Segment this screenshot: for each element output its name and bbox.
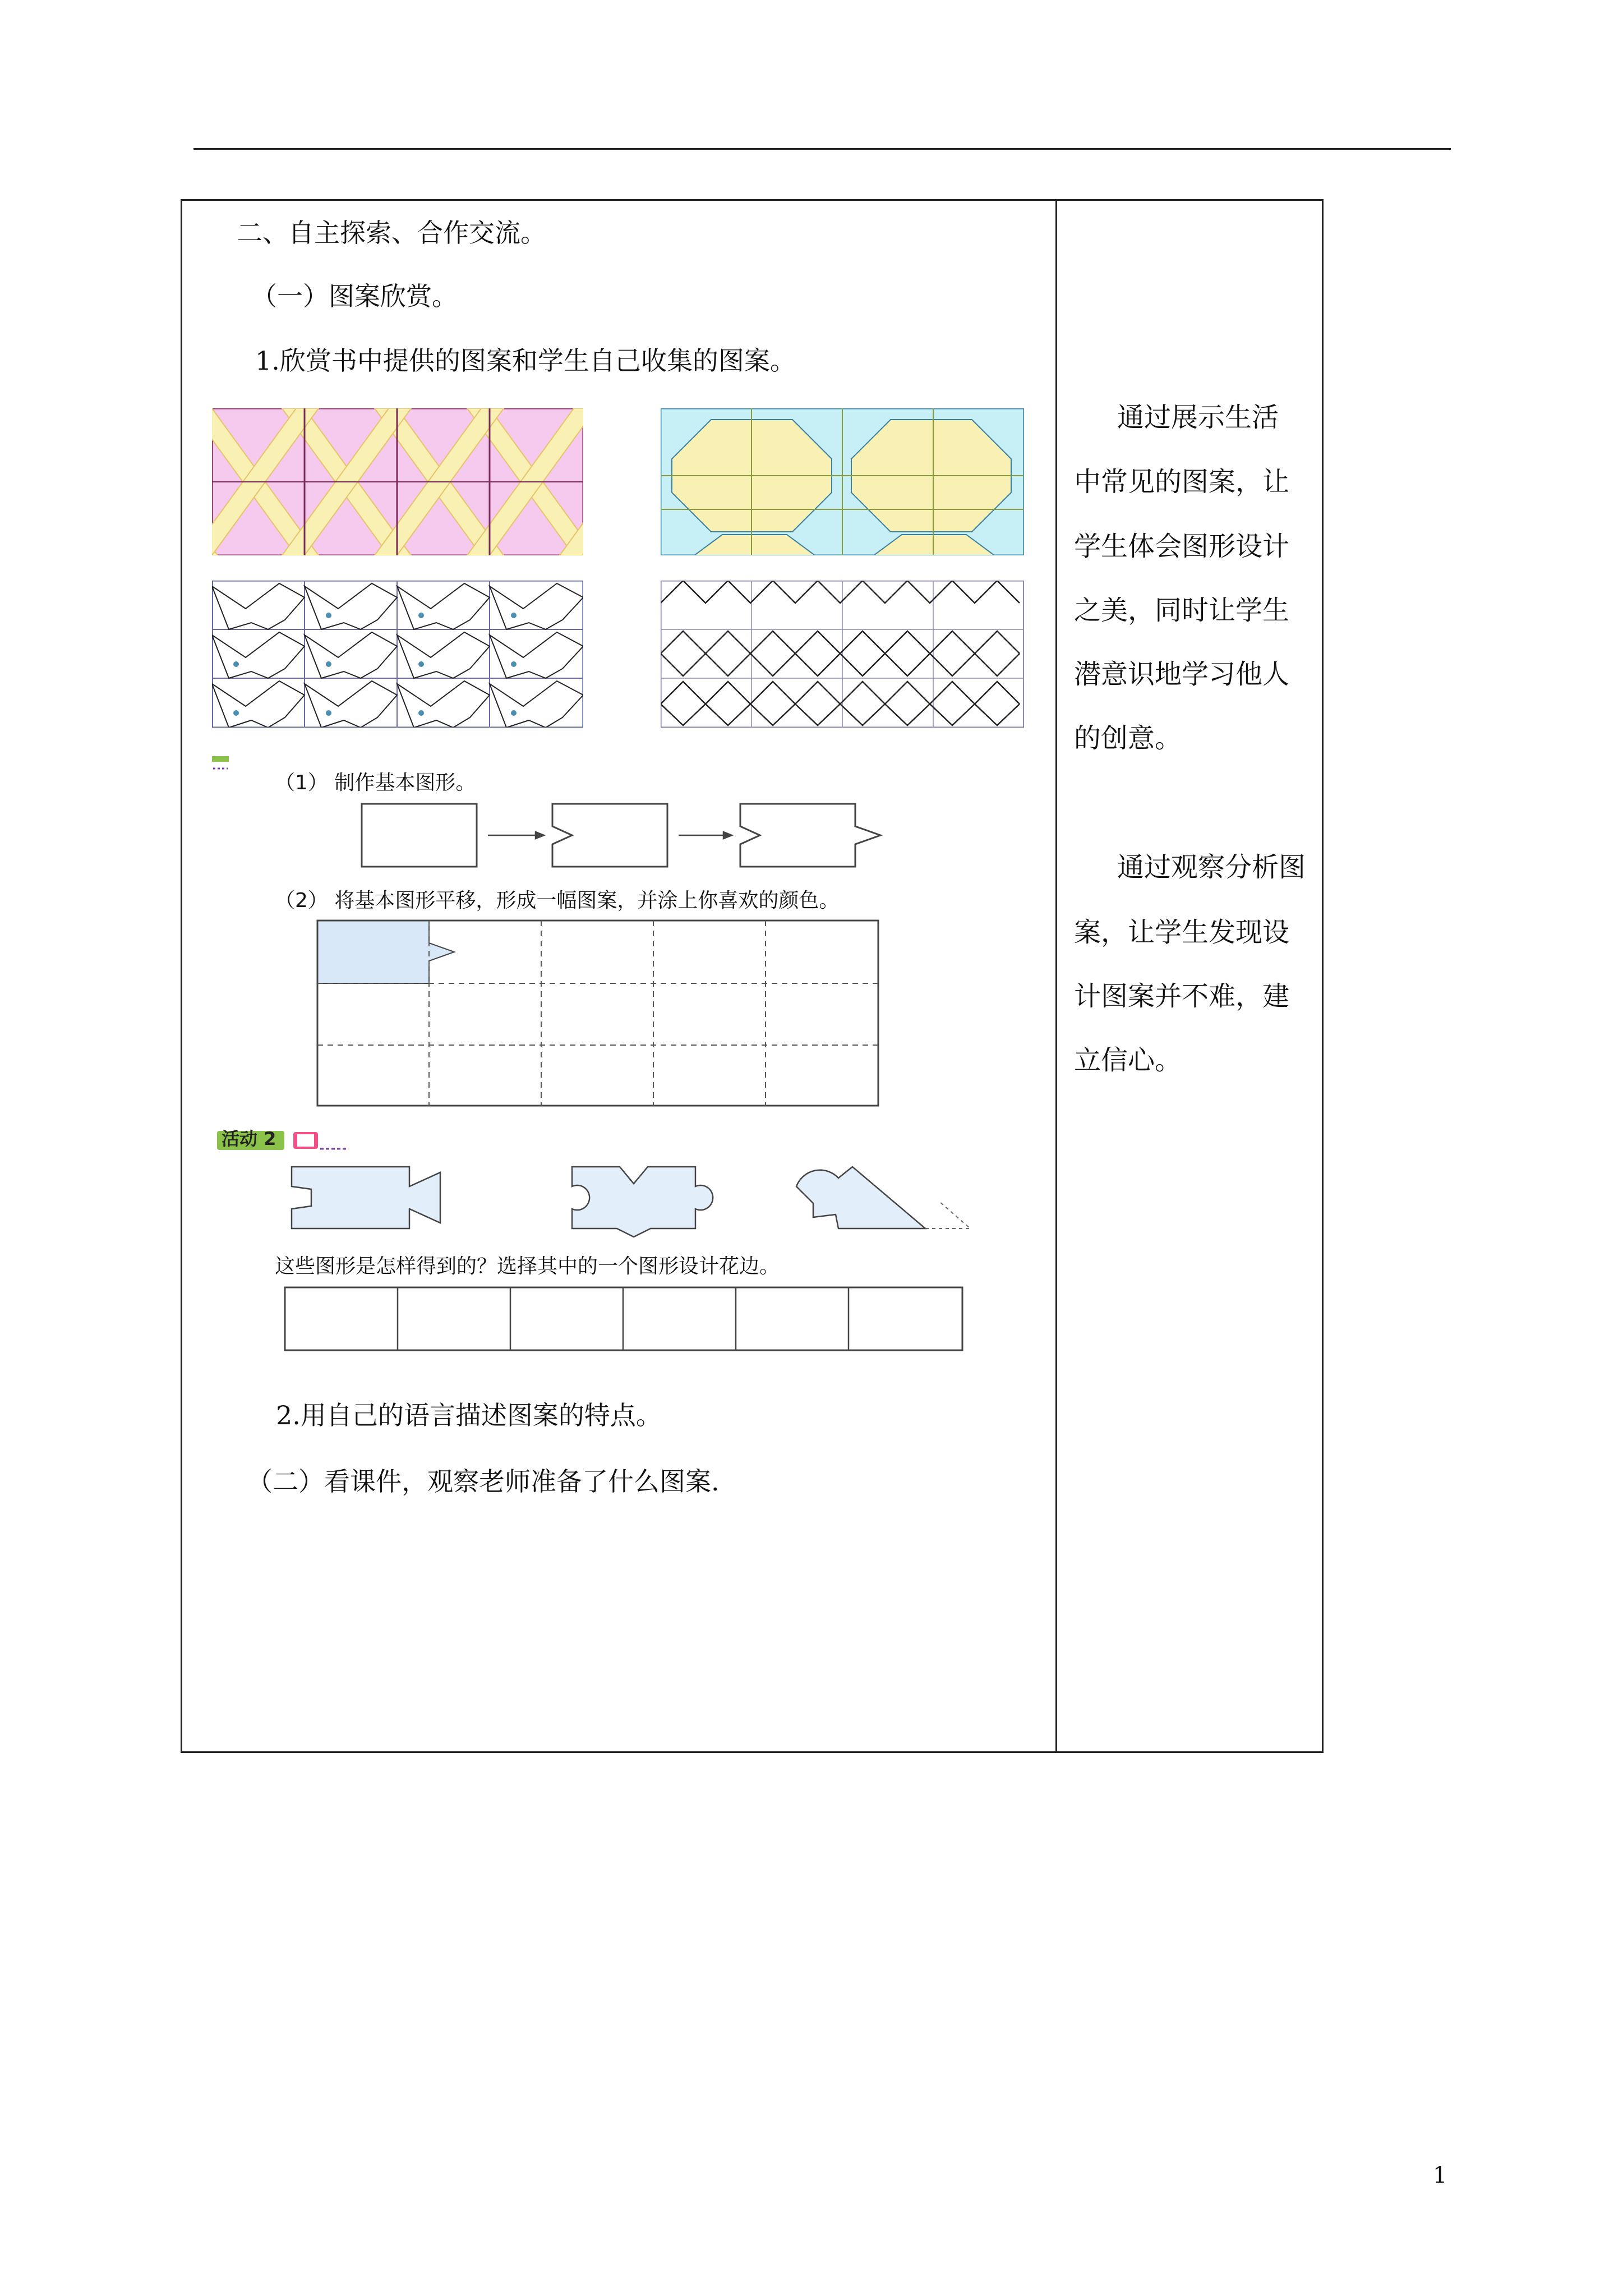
subsection-courseware: （二）看课件，观察老师准备了什么图案. [247, 1466, 720, 1497]
note-1-line-6: 的创意。 [1074, 723, 1182, 754]
activity-2-label: 活动 2 [222, 1128, 276, 1149]
note-2-line-1: 通过观察分析图 [1117, 852, 1306, 883]
note-1-line-5: 潜意识地学习他人 [1074, 659, 1290, 690]
item-1-text: 1.欣赏书中提供的图案和学生自己收集的图案。 [255, 346, 796, 376]
pattern-star-lattice [661, 581, 1024, 728]
border-design-grid [283, 1286, 965, 1353]
note-2-line-4: 立信心。 [1074, 1045, 1182, 1076]
activity-1-badge-fragment [212, 752, 229, 791]
note-1-line-3: 学生体会图形设计 [1074, 531, 1290, 562]
pattern-bird-tiles [212, 581, 583, 728]
activity-1-step-1: （1） 制作基本图形。 [275, 771, 476, 794]
subsection-pattern-appreciation: （一）图案欣赏。 [251, 281, 458, 311]
note-1-line-2: 中常见的图案，让 [1074, 466, 1290, 498]
activity-2-question: 这些图形是怎样得到的？选择其中的一个图形设计花边。 [275, 1255, 780, 1278]
note-1-line-1: 通过展示生活 [1117, 402, 1279, 433]
header-rule [193, 148, 1451, 150]
item-2-text: 2.用自己的语言描述图案的特点。 [276, 1400, 662, 1430]
note-2-line-2: 案，让学生发现设 [1074, 917, 1290, 948]
pattern-octagon-tiles [661, 408, 1024, 555]
basic-shape-steps [359, 799, 892, 872]
column-divider [1055, 199, 1057, 1753]
activity-1-step-2: （2） 将基本图形平移，形成一幅图案，并涂上你喜欢的颜色。 [275, 889, 840, 912]
activity-2-shapes [289, 1161, 990, 1240]
pattern-pink-lattice [212, 408, 583, 555]
page-number: 1 [1433, 2162, 1447, 2188]
translation-grid [314, 917, 883, 1111]
note-1-line-4: 之美，同时让学生 [1074, 595, 1290, 626]
note-2-line-3: 计图案并不难，建 [1074, 981, 1290, 1012]
section-heading: 二、自主探索、合作交流。 [237, 218, 546, 248]
